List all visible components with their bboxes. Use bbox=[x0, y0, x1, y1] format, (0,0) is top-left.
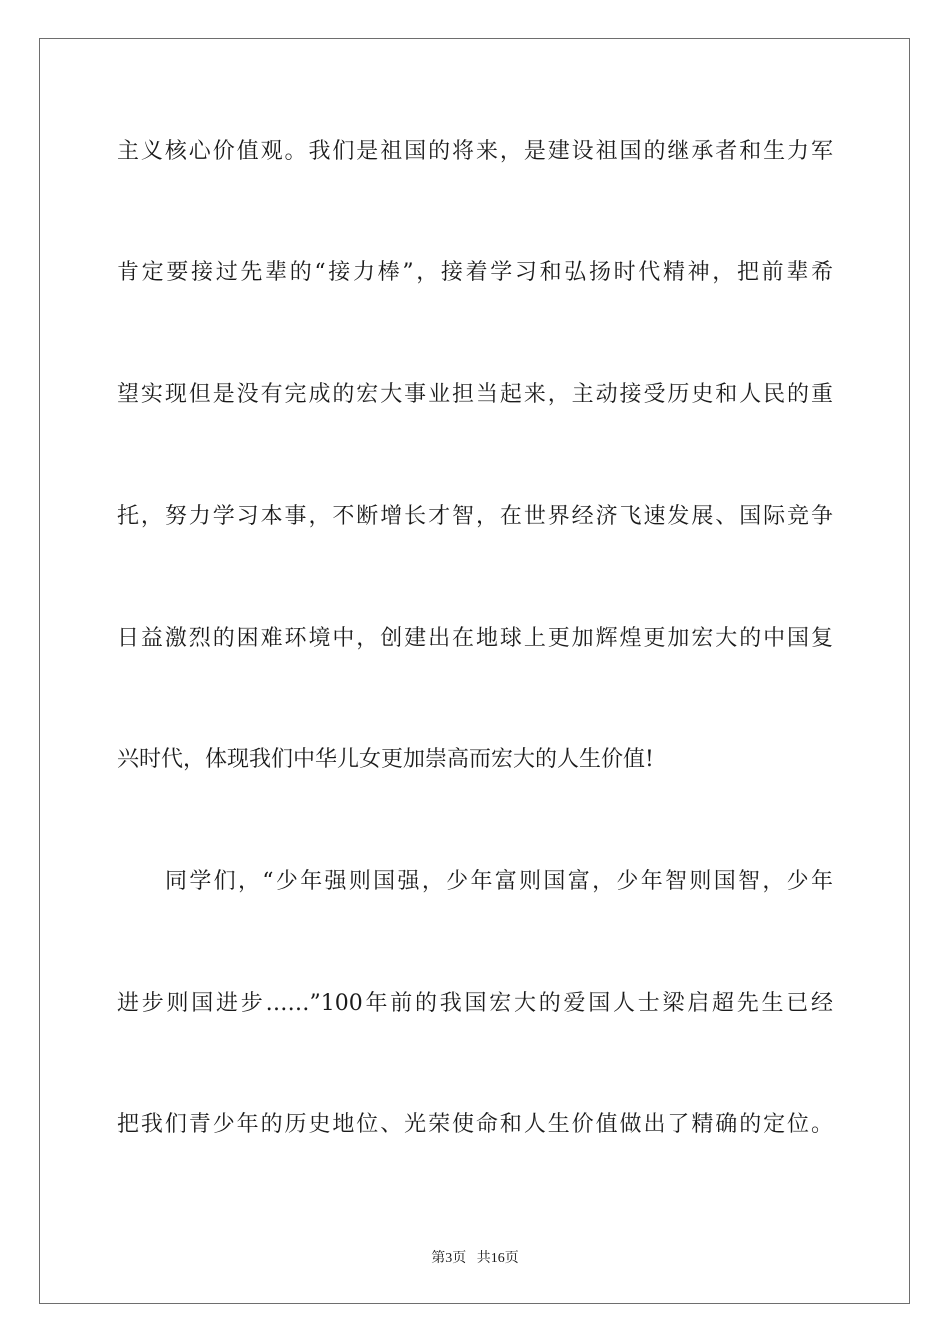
paragraph-line: 把我们青少年的历史地位、光荣使命和人生价值做出了精确的定位。 bbox=[117, 1112, 833, 1137]
paragraph-line: 主义核心价值观。我们是祖国的将来，是建设祖国的继承者和生力军 bbox=[117, 139, 833, 164]
paragraph-line: 日益激烈的困难环境中，创建出在地球上更加辉煌更加宏大的中国复 bbox=[117, 626, 833, 651]
paragraph-line: 望实现但是没有完成的宏大事业担当起来，主动接受历史和人民的重 bbox=[117, 382, 833, 407]
page-number-footer: 第3页 共16页 bbox=[431, 1251, 519, 1266]
paragraph-line: 同学们，“少年强则国强，少年富则国富，少年智则国智，少年 bbox=[165, 869, 833, 894]
paragraph-line: 兴时代，体现我们中华儿女更加崇高而宏大的人生价值! bbox=[117, 747, 654, 772]
paragraph-line: 托，努力学习本事，不断增长才智，在世界经济飞速发展、国际竞争 bbox=[117, 504, 833, 529]
paragraph-line: 进步则国进步……”100年前的我国宏大的爱国人士梁启超先生已经 bbox=[117, 991, 833, 1016]
paragraph-line: 肯定要接过先辈的“接力棒”，接着学习和弘扬时代精神，把前辈希 bbox=[117, 260, 833, 285]
